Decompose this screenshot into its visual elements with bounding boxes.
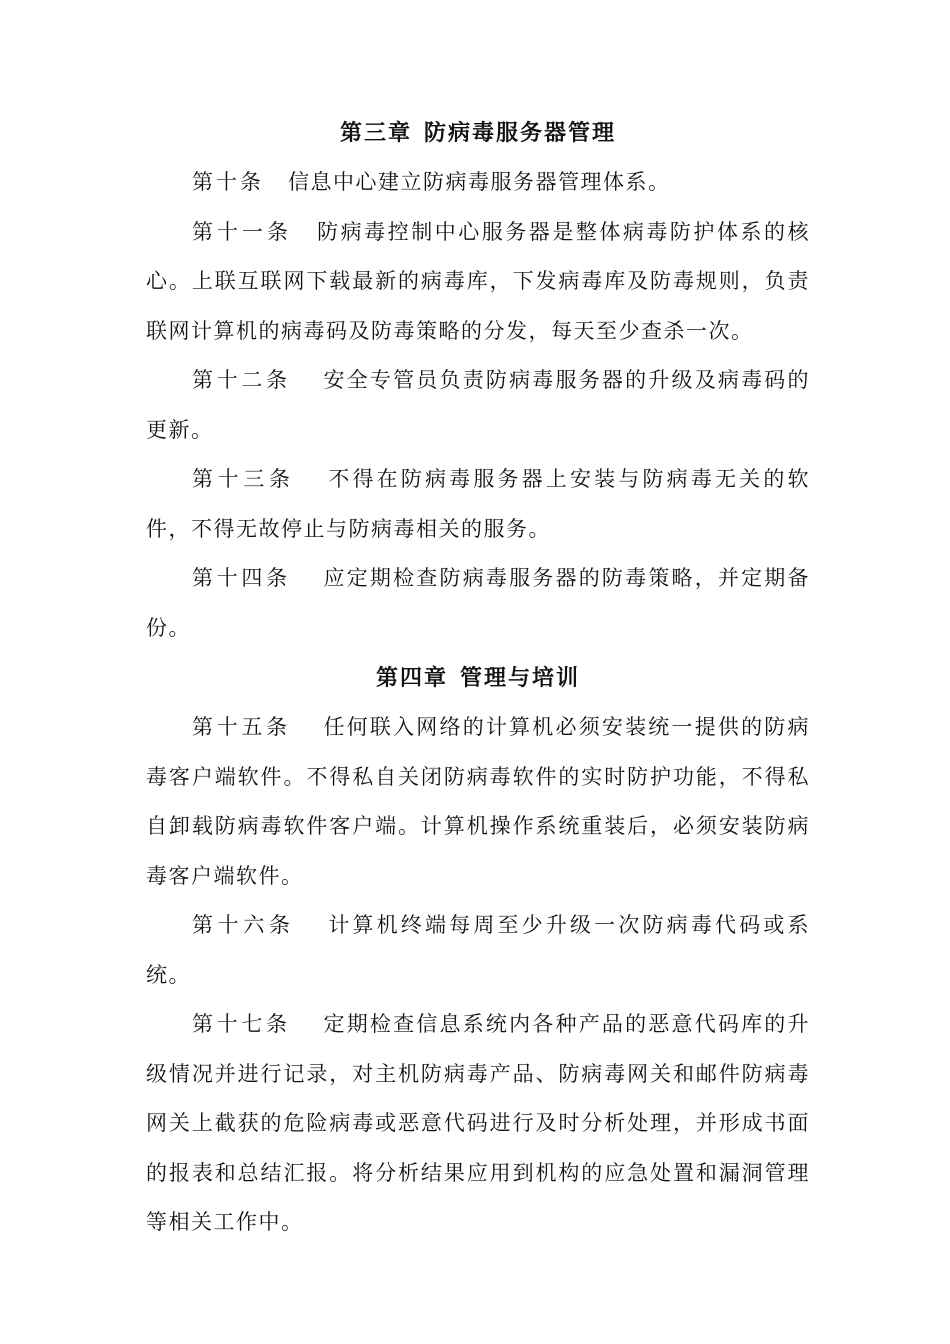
article-13-number: 第十三条	[192, 467, 295, 491]
chapter-3-label: 第三章	[339, 120, 412, 146]
article-16	[146, 901, 810, 1000]
article-10-text: 信息中心建立防病毒服务器管理体系。	[288, 170, 671, 194]
chapter-3-heading	[146, 108, 810, 158]
article-13-text: 不得在防病毒服务器上安装与防病毒无关的软件，不得无故停止与防病毒相关的服务。	[146, 467, 811, 541]
article-11-text: 防病毒控制中心服务器是整体病毒防护体系的核心。上联互联网下载最新的病毒库，下发病毒库及防毒规则，负责联网计算机的病毒码及防毒策略的分发，每天至少查杀一次。	[146, 219, 811, 343]
chapter-4-title: 管理与培训	[460, 665, 581, 691]
article-11-number: 第十一条	[192, 219, 293, 244]
article-15	[146, 703, 810, 901]
article-10	[146, 158, 810, 208]
article-16-text: 计算机终端每周至少升级一次防病毒代码或系统。	[146, 913, 811, 987]
article-13	[146, 455, 810, 554]
chapter-3-title: 防病毒服务器管理	[424, 120, 617, 146]
article-17	[146, 1000, 810, 1248]
article-10-number: 第十条	[192, 170, 264, 194]
article-15-number: 第十五条	[192, 715, 291, 739]
article-15-text: 任何联入网络的计算机必须安装统一提供的防病毒客户端软件。不得私自关闭防病毒软件的实时防护功能，不得私自卸载防病毒软件客户端。计算机操作系统重装后，必须安装防病毒客户端软件。	[146, 715, 811, 888]
article-12-number: 第十二条	[192, 368, 291, 392]
article-14	[146, 554, 810, 653]
article-17-text: 定期检查信息系统内各种产品的恶意代码库的升级情况并进行记录，对主机防病毒产品、防病毒网关和邮件防病毒网关上截获的危险病毒或恶意代码进行及时分析处理，并形成书面的报表和总结汇报。将分析结果应用到机构的应急处置和漏洞管理等相关工作中。	[146, 1012, 811, 1234]
article-11	[146, 208, 810, 357]
chapter-4-label: 第四章	[375, 665, 448, 691]
article-12	[146, 356, 810, 455]
document-body	[146, 108, 810, 1248]
article-16-number: 第十六条	[192, 913, 295, 937]
article-14-number: 第十四条	[192, 566, 291, 590]
article-14-text: 应定期检查防病毒服务器的防毒策略，并定期备份。	[146, 566, 811, 640]
article-17-number: 第十七条	[192, 1012, 291, 1036]
article-12-text: 安全专管员负责防病毒服务器的升级及病毒码的更新。	[146, 368, 811, 442]
chapter-4-heading	[146, 653, 810, 703]
